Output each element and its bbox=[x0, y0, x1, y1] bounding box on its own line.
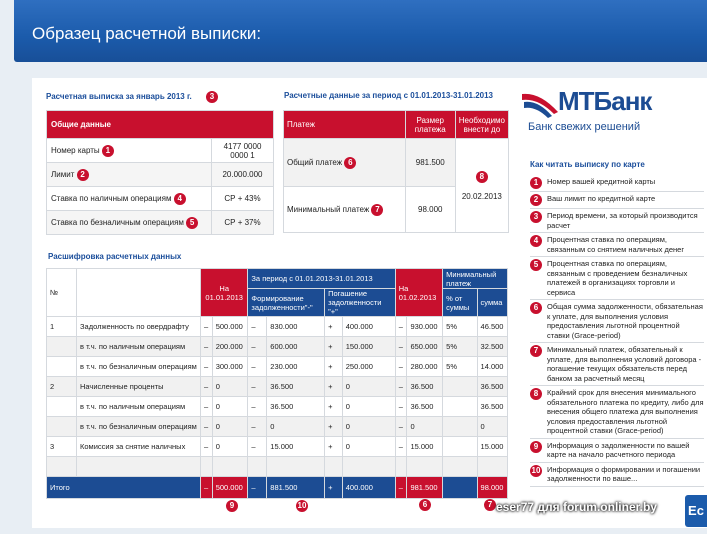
total-formation: 881.500 bbox=[267, 477, 325, 499]
cash-rate-value: СР + 43% bbox=[212, 187, 274, 211]
cell-n bbox=[47, 357, 77, 377]
cell-f: 36.500 bbox=[267, 397, 325, 417]
cell-b: 280.000 bbox=[407, 357, 443, 377]
cell-label bbox=[77, 457, 201, 477]
total-at-end: 981.500 bbox=[407, 477, 443, 499]
header-bar bbox=[14, 0, 707, 62]
breakdown-table bbox=[46, 268, 508, 499]
table-row bbox=[47, 357, 508, 377]
col-at-start: На 01.01.2013 bbox=[201, 269, 248, 317]
badge-3: 3 bbox=[206, 91, 218, 103]
legend-badge: 9 bbox=[530, 441, 542, 453]
cell-s4: – bbox=[395, 357, 407, 377]
statement-title-text: Расчетная выписка за январь 2013 г. bbox=[46, 92, 192, 102]
table-row bbox=[47, 417, 508, 437]
cell-s4: – bbox=[395, 337, 407, 357]
cell-p bbox=[443, 417, 477, 437]
cell-f: 15.000 bbox=[267, 437, 325, 457]
cell-m: 14.000 bbox=[477, 357, 507, 377]
legend-text: Информация о задолженности по вашей карте на начало расчетного периода bbox=[547, 440, 690, 459]
col-at-end: На 01.02.2013 bbox=[395, 269, 442, 317]
cell-s1: – bbox=[201, 357, 213, 377]
mtbank-logo bbox=[520, 86, 660, 136]
cell-s3: + bbox=[325, 417, 343, 437]
table-row bbox=[47, 377, 508, 397]
cell-s4: – bbox=[395, 397, 407, 417]
cell-p bbox=[443, 437, 477, 457]
legend-text: Информация о формировании и погашении задолженности по ваше... bbox=[547, 464, 701, 483]
cell-label: в т.ч. по наличным операциям bbox=[77, 337, 201, 357]
legend-item bbox=[530, 463, 704, 487]
row-label: Номер карты bbox=[51, 145, 100, 155]
table-row bbox=[47, 139, 274, 163]
cell-a: 300.000 bbox=[212, 357, 248, 377]
badge-2: 2 bbox=[77, 169, 89, 181]
cell-r: 250.000 bbox=[342, 357, 395, 377]
cell-s3: + bbox=[325, 377, 343, 397]
table-row bbox=[47, 211, 274, 235]
cell-n bbox=[47, 397, 77, 417]
row-label: Минимальный платеж bbox=[287, 204, 370, 214]
cell-b: 0 bbox=[407, 417, 443, 437]
cell-a: 0 bbox=[212, 437, 248, 457]
statement-title bbox=[46, 91, 218, 103]
cell-s3: + bbox=[325, 357, 343, 377]
general-data-table bbox=[46, 110, 274, 235]
due-date: 20.02.2013 bbox=[461, 191, 502, 201]
legend-item bbox=[530, 209, 704, 233]
cell-s1 bbox=[201, 457, 213, 477]
cell-b: 650.000 bbox=[407, 337, 443, 357]
legend-item bbox=[530, 233, 704, 257]
col-min-payment: Минимальный платеж bbox=[443, 269, 508, 289]
period-title: Расчетные данные за период с 01.01.2013-31.01.2013 bbox=[284, 91, 493, 100]
cell-f: 230.000 bbox=[267, 357, 325, 377]
total-repayment: 400.000 bbox=[342, 477, 395, 499]
cell-s3 bbox=[325, 457, 343, 477]
cell-n: 2 bbox=[47, 377, 77, 397]
cell-m bbox=[477, 457, 507, 477]
cell-s2: – bbox=[248, 337, 267, 357]
row-label: Общий платеж bbox=[287, 157, 343, 167]
cell-b: 930.000 bbox=[407, 317, 443, 337]
cell-label: в т.ч. по безналичным операциям bbox=[77, 417, 201, 437]
cell-r: 0 bbox=[342, 417, 395, 437]
legend-item bbox=[530, 175, 704, 192]
col-repayment: Погашение задолженности "+" bbox=[325, 289, 396, 317]
cell-label: Комиссия за снятие наличных bbox=[77, 437, 201, 457]
cell-a bbox=[212, 457, 248, 477]
col-payment: Платеж bbox=[284, 111, 406, 139]
legend-title: Как читать выписку по карте bbox=[530, 160, 645, 169]
min-payment-amount: 98.000 bbox=[405, 187, 455, 233]
cell-s1: – bbox=[201, 337, 213, 357]
cell-s2: – bbox=[248, 377, 267, 397]
cell-label: Начисленные проценты bbox=[77, 377, 201, 397]
total-at-start: 500.000 bbox=[212, 477, 248, 499]
cell-n bbox=[47, 337, 77, 357]
cell-n bbox=[47, 417, 77, 437]
cell-s1: – bbox=[201, 417, 213, 437]
cell-s4: – bbox=[395, 317, 407, 337]
badge-6: 6 bbox=[344, 157, 356, 169]
cell-b bbox=[407, 457, 443, 477]
cell-f: 600.000 bbox=[267, 337, 325, 357]
cell-s2: – bbox=[248, 397, 267, 417]
cell-a: 200.000 bbox=[212, 337, 248, 357]
cell-m: 46.500 bbox=[477, 317, 507, 337]
cell-f: 830.000 bbox=[267, 317, 325, 337]
cell-b: 15.000 bbox=[407, 437, 443, 457]
cell-s3: + bbox=[325, 317, 343, 337]
cell-p: 5% bbox=[443, 317, 477, 337]
col-due: Необходимо внести до bbox=[455, 111, 508, 139]
bank-name: МТБанк bbox=[558, 86, 652, 116]
table-row bbox=[47, 187, 274, 211]
legend-badge: 5 bbox=[530, 259, 542, 271]
table-row bbox=[284, 139, 509, 187]
page-title: Образец расчетной выписки: bbox=[32, 24, 262, 43]
table-row bbox=[47, 397, 508, 417]
total-row: Итого – 500.000 – 881.500 + 400.000 – 981.500 98.000 bbox=[47, 477, 508, 499]
legend-text: Крайний срок для внесения минимального обязательного платежа по кредиту, либо для внесения общего платежа для выполнения условия предоставления льготной процентной ставки (Grace-period) bbox=[547, 388, 704, 435]
cell-s4: – bbox=[395, 417, 407, 437]
cashless-rate-value: СР + 37% bbox=[212, 211, 274, 235]
table-row bbox=[47, 317, 508, 337]
cell-s1: – bbox=[201, 437, 213, 457]
cell-m: 32.500 bbox=[477, 337, 507, 357]
cell-r: 0 bbox=[342, 377, 395, 397]
cell-m: 15.000 bbox=[477, 437, 507, 457]
cell-s3: + bbox=[325, 337, 343, 357]
cell-a: 0 bbox=[212, 417, 248, 437]
cell-s2: – bbox=[248, 417, 267, 437]
cell-b: 36.500 bbox=[407, 377, 443, 397]
table-row bbox=[47, 163, 274, 187]
badge-7: 7 bbox=[371, 204, 383, 216]
table-row bbox=[47, 457, 508, 477]
cell-r: 400.000 bbox=[342, 317, 395, 337]
badge-9: 9 bbox=[226, 500, 238, 512]
legend-item bbox=[530, 439, 704, 463]
col-sum: сумма bbox=[477, 289, 507, 317]
cell-a: 0 bbox=[212, 397, 248, 417]
legend-text: Период времени, за который производится расчет bbox=[547, 211, 698, 230]
cell-n bbox=[47, 457, 77, 477]
legend-item bbox=[530, 192, 704, 209]
cell-f: 0 bbox=[267, 417, 325, 437]
table-row bbox=[47, 337, 508, 357]
cell-n: 1 bbox=[47, 317, 77, 337]
cell-p bbox=[443, 377, 477, 397]
table-row bbox=[47, 437, 508, 457]
cell-s1: – bbox=[201, 317, 213, 337]
row-label: Ставка по наличным операциям bbox=[51, 193, 172, 203]
cell-s2 bbox=[248, 457, 267, 477]
legend-text: Номер вашей кредитной карты bbox=[547, 177, 656, 186]
cell-p bbox=[443, 457, 477, 477]
col-formation: Формирование задолженности"-" bbox=[248, 289, 325, 317]
card-number-value: 4177 0000 0000 1 bbox=[212, 139, 274, 163]
col-percent: % от суммы bbox=[443, 289, 477, 317]
legend-text: Процентная ставка по операциям, связанным со снятием наличных денег bbox=[547, 235, 685, 254]
legend-item bbox=[530, 386, 704, 439]
cell-b: 36.500 bbox=[407, 397, 443, 417]
cell-s2: – bbox=[248, 317, 267, 337]
badge-10: 10 bbox=[297, 501, 307, 510]
badge-5: 5 bbox=[186, 217, 198, 229]
breakdown-title: Расшифровка расчетных данных bbox=[48, 252, 182, 261]
logo-wave-icon bbox=[520, 90, 560, 120]
badge-1: 1 bbox=[102, 145, 114, 157]
cell-m: 36.500 bbox=[477, 377, 507, 397]
total-min-sum: 98.000 bbox=[477, 477, 507, 499]
legend-badge: 1 bbox=[530, 177, 542, 189]
cell-a: 0 bbox=[212, 377, 248, 397]
row-label: Ставка по безналичным операциям bbox=[51, 217, 184, 227]
cell-s1: – bbox=[201, 397, 213, 417]
legend-badge: 2 bbox=[530, 194, 542, 206]
limit-value: 20.000.000 bbox=[212, 163, 274, 187]
legend-badge: 3 bbox=[530, 211, 542, 223]
row-label: Лимит bbox=[51, 169, 75, 179]
cell-n: 3 bbox=[47, 437, 77, 457]
col-period: За период с 01.01.2013-31.01.2013 bbox=[248, 269, 395, 289]
badge-6-bottom: 6 bbox=[419, 499, 431, 511]
cell-p: 5% bbox=[443, 357, 477, 377]
watermark: eser77 для forum.onliner.by bbox=[496, 500, 657, 514]
legend-badge: 10 bbox=[531, 465, 541, 475]
side-button[interactable]: Ec bbox=[685, 495, 707, 527]
legend-item bbox=[530, 257, 704, 300]
cell-r bbox=[342, 457, 395, 477]
legend-badge: 4 bbox=[530, 235, 542, 247]
bank-slogan: Банк свежих решений bbox=[528, 121, 641, 133]
period-table bbox=[283, 110, 509, 233]
legend-text: Минимальный платеж, обязательный к уплате, для выполнения условий договора - погашение текущих обязательств перед банком за расчетный месяц bbox=[547, 345, 702, 383]
legend-badge: 7 bbox=[530, 345, 542, 357]
cell-r: 0 bbox=[342, 397, 395, 417]
legend-text: Ваш лимит по кредитной карте bbox=[547, 194, 656, 203]
total-payment-amount: 981.500 bbox=[405, 139, 455, 187]
cell-label: в т.ч. по безналичным операциям bbox=[77, 357, 201, 377]
cell-s1: – bbox=[201, 377, 213, 397]
cell-f bbox=[267, 457, 325, 477]
cell-p bbox=[443, 397, 477, 417]
cell-s3: + bbox=[325, 437, 343, 457]
legend-badge: 8 bbox=[530, 388, 542, 400]
cell-s2: – bbox=[248, 357, 267, 377]
legend-item bbox=[530, 343, 704, 386]
cell-s2: – bbox=[248, 437, 267, 457]
badge-8: 8 bbox=[476, 171, 488, 183]
general-header: Общие данные bbox=[47, 111, 274, 139]
cell-m: 36.500 bbox=[477, 397, 507, 417]
badge-4: 4 bbox=[174, 193, 186, 205]
legend-badge: 6 bbox=[530, 302, 542, 314]
cell-s4 bbox=[395, 457, 407, 477]
cell-m: 0 bbox=[477, 417, 507, 437]
total-label: Итого bbox=[47, 477, 201, 499]
cell-f: 36.500 bbox=[267, 377, 325, 397]
legend-text: Процентная ставка по операциям, связанным с проведением безналичных платежей в организациях торговли и сервиса bbox=[547, 259, 688, 297]
cell-label: в т.ч. по наличным операциям bbox=[77, 397, 201, 417]
cell-p: 5% bbox=[443, 337, 477, 357]
col-amount: Размер платежа bbox=[405, 111, 455, 139]
badge-7-bottom: 7 bbox=[484, 499, 496, 511]
cell-a: 500.000 bbox=[212, 317, 248, 337]
cell-label: Задолженность по овердрафту bbox=[77, 317, 201, 337]
legend-item bbox=[530, 300, 704, 343]
legend-text: Общая сумма задолженности, обязательная к уплате, для выполнения условия предоставления льготной процентной ставки (Grace-period) bbox=[547, 302, 703, 340]
cell-s3: + bbox=[325, 397, 343, 417]
cell-s4: – bbox=[395, 377, 407, 397]
cell-r: 150.000 bbox=[342, 337, 395, 357]
legend-list bbox=[530, 175, 704, 487]
cell-r: 0 bbox=[342, 437, 395, 457]
cell-s4: – bbox=[395, 437, 407, 457]
col-no: № bbox=[47, 269, 77, 317]
